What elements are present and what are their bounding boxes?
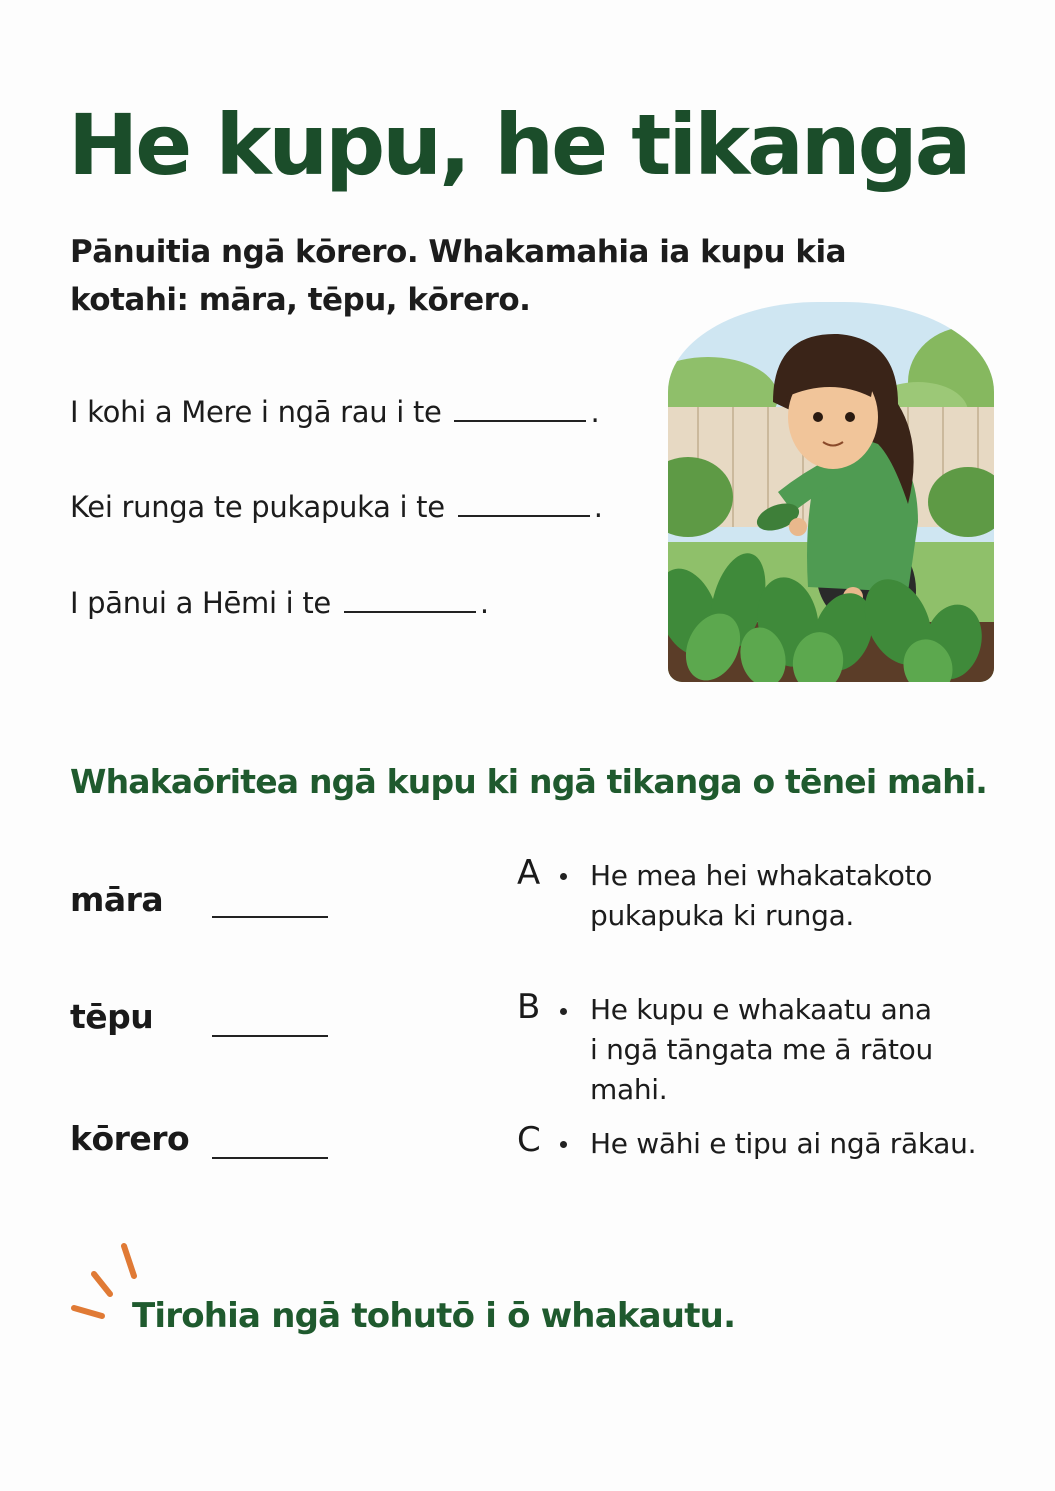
option-text: [590, 990, 1010, 1110]
sentence-text: I pānui a Hēmi i te: [70, 586, 331, 620]
matching-heading: Whakaōritea ngā kupu ki ngā tikanga o tēnei mahi.: [70, 762, 988, 801]
match-word: māra: [70, 880, 164, 919]
bullet-dot: [560, 873, 567, 880]
option-line: He kupu e whakaatu ana: [590, 993, 932, 1026]
match-answer-line[interactable]: [212, 1157, 328, 1159]
sentence-end: .: [479, 586, 489, 620]
garden-illustration: [668, 302, 994, 682]
option-line: i ngā tāngata me ā rātou mahi.: [590, 1033, 933, 1106]
sentence-text: Kei runga te pukapuka i te: [70, 490, 445, 524]
match-answer-line[interactable]: [212, 916, 328, 918]
fill-in-sentence-1: [70, 395, 599, 429]
sentence-end: .: [593, 490, 603, 524]
sentence-text: I kohi a Mere i ngā rau i te: [70, 395, 442, 429]
bullet-dot: [560, 1141, 567, 1148]
page-title: He kupu, he tikanga: [68, 96, 969, 194]
instructions: Pānuitia ngā kōrero. Whakamahia ia kupu kia kotahi: māra, tēpu, kōrero.: [70, 234, 846, 318]
option-line: He wāhi e tipu ai ngā rākau.: [590, 1127, 977, 1160]
answer-blank[interactable]: [344, 611, 476, 613]
footer-tip: Tirohia ngā tohutō i ō whakautu.: [132, 1296, 736, 1336]
fill-in-sentence-3: [70, 586, 489, 620]
option-letter: A: [517, 853, 541, 893]
girl-picking-leaves-in-garden-illustration: [668, 302, 994, 682]
answer-blank[interactable]: [458, 515, 590, 517]
option-letter: B: [517, 987, 541, 1027]
option-line: He mea hei whakatakoto: [590, 859, 933, 892]
option-text: [590, 856, 1010, 936]
sentence-end: .: [590, 395, 600, 429]
match-word: kōrero: [70, 1119, 190, 1158]
option-text: [590, 1124, 1010, 1164]
fill-in-sentence-2: [70, 490, 603, 524]
option-line: pukapuka ki runga.: [590, 899, 855, 932]
match-answer-line[interactable]: [212, 1035, 328, 1037]
bullet-dot: [560, 1008, 567, 1015]
answer-blank[interactable]: [454, 420, 586, 422]
option-letter: C: [517, 1120, 541, 1160]
match-word: tēpu: [70, 997, 154, 1036]
